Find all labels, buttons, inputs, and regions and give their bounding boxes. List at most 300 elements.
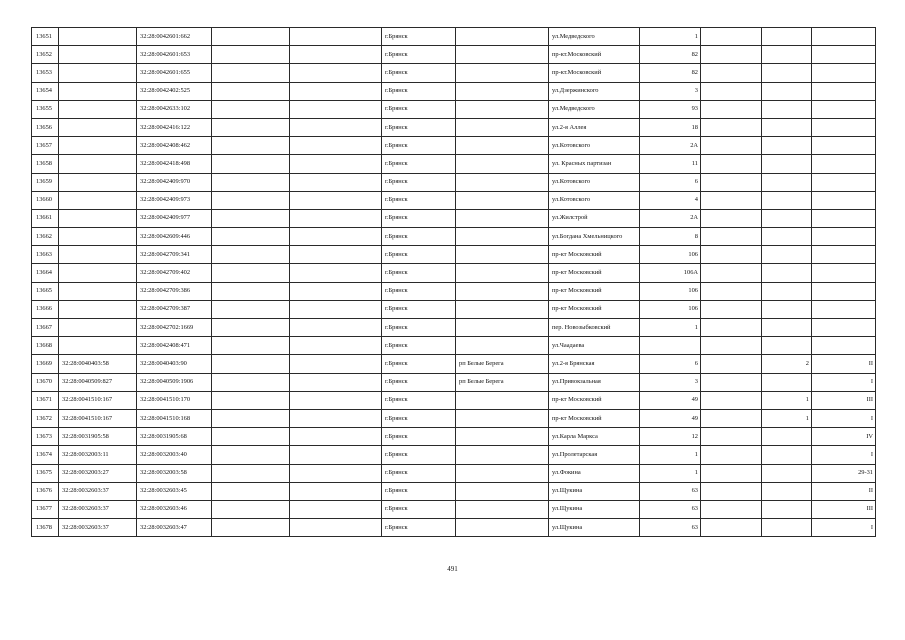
cadastral-number-cell: 32:28:0042709:387: [137, 300, 212, 318]
table-row: [32, 355, 876, 373]
city-cell: г.Брянск: [382, 446, 456, 464]
street-cell: ул.Жилстрой: [549, 209, 640, 227]
settlement-cell: [456, 46, 549, 64]
blank-cell-cell: [701, 46, 762, 64]
settlement-cell: [456, 246, 549, 264]
blank-cell-cell: [290, 446, 382, 464]
settlement-cell: [456, 100, 549, 118]
city-cell: г.Брянск: [382, 191, 456, 209]
blank-cell-cell: [212, 428, 290, 446]
street-cell: ул.Медведского: [549, 100, 640, 118]
street-cell: ул.Щукина: [549, 482, 640, 500]
city-cell: г.Брянск: [382, 409, 456, 427]
record-number-cell: 13654: [32, 82, 59, 100]
city-cell: г.Брянск: [382, 282, 456, 300]
table-row: [32, 228, 876, 246]
parent-cadastral-number-cell: [59, 46, 137, 64]
apartment-cell: [812, 64, 876, 82]
settlement-cell: [456, 428, 549, 446]
cadastral-number-cell: 32:28:0042402:525: [137, 82, 212, 100]
table-row: [32, 64, 876, 82]
house-number-cell: 4: [640, 191, 701, 209]
blank-cell-cell: [290, 155, 382, 173]
parent-cadastral-number-cell: [59, 337, 137, 355]
settlement-cell: [456, 300, 549, 318]
parent-cadastral-number-cell: [59, 319, 137, 337]
street-cell: пр-кт.Московский: [549, 46, 640, 64]
parent-cadastral-number-cell: [59, 82, 137, 100]
blank-cell-cell: [290, 464, 382, 482]
blank-cell-cell: [212, 373, 290, 391]
table-row: [32, 191, 876, 209]
city-cell: г.Брянск: [382, 228, 456, 246]
table-row: [32, 46, 876, 64]
blank-cell-cell: [701, 82, 762, 100]
building-number-cell: [762, 173, 812, 191]
blank-cell-cell: [212, 64, 290, 82]
city-cell: г.Брянск: [382, 391, 456, 409]
page-number: 491: [447, 565, 458, 573]
blank-cell-cell: [212, 519, 290, 537]
blank-cell-cell: [701, 446, 762, 464]
cadastral-number-cell: 32:28:0041510:170: [137, 391, 212, 409]
table-row: [32, 264, 876, 282]
house-number-cell: 2А: [640, 137, 701, 155]
cadastral-number-cell: 32:28:0042408:471: [137, 337, 212, 355]
cadastral-number-cell: 32:28:0042633:102: [137, 100, 212, 118]
city-cell: г.Брянск: [382, 428, 456, 446]
record-number-cell: 13668: [32, 337, 59, 355]
record-number-cell: 13669: [32, 355, 59, 373]
blank-cell-cell: [212, 246, 290, 264]
building-number-cell: [762, 100, 812, 118]
blank-cell-cell: [212, 409, 290, 427]
parent-cadastral-number-cell: [59, 300, 137, 318]
settlement-cell: рп Белые Берега: [456, 355, 549, 373]
blank-cell-cell: [212, 337, 290, 355]
table-row: [32, 28, 876, 46]
blank-cell-cell: [701, 264, 762, 282]
record-number-cell: 13665: [32, 282, 59, 300]
house-number-cell: 12: [640, 428, 701, 446]
parent-cadastral-number-cell: 32:28:0040403:58: [59, 355, 137, 373]
building-number-cell: [762, 337, 812, 355]
record-number-cell: 13674: [32, 446, 59, 464]
city-cell: г.Брянск: [382, 155, 456, 173]
blank-cell-cell: [290, 391, 382, 409]
city-cell: г.Брянск: [382, 319, 456, 337]
parent-cadastral-number-cell: [59, 100, 137, 118]
city-cell: г.Брянск: [382, 82, 456, 100]
street-cell: ул.Фокина: [549, 464, 640, 482]
cadastral-number-cell: 32:28:0040509:1906: [137, 373, 212, 391]
city-cell: г.Брянск: [382, 46, 456, 64]
blank-cell-cell: [701, 64, 762, 82]
settlement-cell: [456, 500, 549, 518]
settlement-cell: рп Белые Берега: [456, 373, 549, 391]
blank-cell-cell: [701, 428, 762, 446]
settlement-cell: [456, 209, 549, 227]
blank-cell-cell: [212, 82, 290, 100]
blank-cell-cell: [212, 391, 290, 409]
building-number-cell: 1: [762, 391, 812, 409]
city-cell: г.Брянск: [382, 500, 456, 518]
blank-cell-cell: [701, 246, 762, 264]
cadastral-number-cell: 32:28:0042601:662: [137, 28, 212, 46]
street-cell: пр-кт.Московский: [549, 64, 640, 82]
record-number-cell: 13670: [32, 373, 59, 391]
house-number-cell: 82: [640, 46, 701, 64]
blank-cell-cell: [290, 264, 382, 282]
table-row: [32, 82, 876, 100]
city-cell: г.Брянск: [382, 300, 456, 318]
building-number-cell: [762, 282, 812, 300]
record-number-cell: 13652: [32, 46, 59, 64]
house-number-cell: 8: [640, 228, 701, 246]
building-number-cell: [762, 464, 812, 482]
blank-cell-cell: [212, 464, 290, 482]
building-number-cell: [762, 246, 812, 264]
blank-cell-cell: [701, 337, 762, 355]
blank-cell-cell: [290, 519, 382, 537]
blank-cell-cell: [290, 282, 382, 300]
blank-cell-cell: [212, 118, 290, 136]
cadastral-number-cell: 32:28:0042418:498: [137, 155, 212, 173]
street-cell: ул.Дзержинского: [549, 82, 640, 100]
record-number-cell: 13658: [32, 155, 59, 173]
blank-cell-cell: [212, 264, 290, 282]
blank-cell-cell: [701, 355, 762, 373]
cadastral-number-cell: 32:28:0042601:655: [137, 64, 212, 82]
building-number-cell: [762, 155, 812, 173]
building-number-cell: [762, 228, 812, 246]
apartment-cell: [812, 282, 876, 300]
parent-cadastral-number-cell: 32:28:0040509:827: [59, 373, 137, 391]
blank-cell-cell: [701, 137, 762, 155]
settlement-cell: [456, 82, 549, 100]
blank-cell-cell: [701, 209, 762, 227]
blank-cell-cell: [701, 228, 762, 246]
cadastral-number-cell: 32:28:0042409:973: [137, 191, 212, 209]
building-number-cell: [762, 118, 812, 136]
house-number-cell: 18: [640, 118, 701, 136]
apartment-cell: [812, 137, 876, 155]
house-number-cell: 3: [640, 373, 701, 391]
apartment-cell: [812, 264, 876, 282]
house-number-cell: 1: [640, 446, 701, 464]
blank-cell-cell: [701, 409, 762, 427]
settlement-cell: [456, 391, 549, 409]
blank-cell-cell: [290, 482, 382, 500]
street-cell: ул.Чаадаева: [549, 337, 640, 355]
building-number-cell: [762, 500, 812, 518]
parent-cadastral-number-cell: [59, 264, 137, 282]
building-number-cell: [762, 519, 812, 537]
table-row: [32, 373, 876, 391]
blank-cell-cell: [290, 191, 382, 209]
house-number-cell: 82: [640, 64, 701, 82]
house-number-cell: 106А: [640, 264, 701, 282]
blank-cell-cell: [212, 155, 290, 173]
house-number-cell: 1: [640, 28, 701, 46]
record-number-cell: 13655: [32, 100, 59, 118]
blank-cell-cell: [290, 46, 382, 64]
house-number-cell: 3: [640, 82, 701, 100]
parent-cadastral-number-cell: [59, 209, 137, 227]
building-number-cell: [762, 46, 812, 64]
house-number-cell: 106: [640, 282, 701, 300]
table-row: [32, 155, 876, 173]
cadastral-number-cell: 32:28:0031905:68: [137, 428, 212, 446]
blank-cell-cell: [212, 282, 290, 300]
house-number-cell: 2А: [640, 209, 701, 227]
house-number-cell: 63: [640, 519, 701, 537]
building-number-cell: [762, 137, 812, 155]
blank-cell-cell: [701, 519, 762, 537]
parent-cadastral-number-cell: [59, 191, 137, 209]
building-number-cell: [762, 446, 812, 464]
apartment-cell: [812, 173, 876, 191]
street-cell: ул. Красных партизан: [549, 155, 640, 173]
blank-cell-cell: [290, 209, 382, 227]
blank-cell-cell: [290, 300, 382, 318]
blank-cell-cell: [212, 446, 290, 464]
parent-cadastral-number-cell: 32:28:0031905:58: [59, 428, 137, 446]
building-number-cell: 1: [762, 409, 812, 427]
street-cell: пр-кт Московский: [549, 282, 640, 300]
city-cell: г.Брянск: [382, 118, 456, 136]
blank-cell-cell: [212, 228, 290, 246]
building-number-cell: [762, 191, 812, 209]
apartment-cell: [812, 155, 876, 173]
parent-cadastral-number-cell: 32:28:0032003:27: [59, 464, 137, 482]
street-cell: пер. Новозыбковский: [549, 319, 640, 337]
cadastral-number-cell: 32:28:0042709:341: [137, 246, 212, 264]
city-cell: г.Брянск: [382, 246, 456, 264]
record-number-cell: 13671: [32, 391, 59, 409]
city-cell: г.Брянск: [382, 337, 456, 355]
record-number-cell: 13672: [32, 409, 59, 427]
apartment-cell: IV: [812, 428, 876, 446]
parent-cadastral-number-cell: [59, 28, 137, 46]
apartment-cell: [812, 319, 876, 337]
parent-cadastral-number-cell: [59, 64, 137, 82]
blank-cell-cell: [701, 373, 762, 391]
record-number-cell: 13651: [32, 28, 59, 46]
blank-cell-cell: [290, 64, 382, 82]
record-number-cell: 13673: [32, 428, 59, 446]
building-number-cell: [762, 300, 812, 318]
building-number-cell: 2: [762, 355, 812, 373]
house-number-cell: 1: [640, 319, 701, 337]
record-number-cell: 13660: [32, 191, 59, 209]
table-row: [32, 409, 876, 427]
apartment-cell: [812, 82, 876, 100]
parent-cadastral-number-cell: 32:28:0032603:37: [59, 500, 137, 518]
house-number-cell: 49: [640, 409, 701, 427]
table-row: [32, 337, 876, 355]
building-number-cell: [762, 373, 812, 391]
blank-cell-cell: [290, 246, 382, 264]
record-number-cell: 13676: [32, 482, 59, 500]
apartment-cell: 29-31: [812, 464, 876, 482]
house-number-cell: [640, 337, 701, 355]
table-row: [32, 282, 876, 300]
register-sheet: [31, 27, 875, 537]
settlement-cell: [456, 228, 549, 246]
blank-cell-cell: [290, 173, 382, 191]
apartment-cell: II: [812, 355, 876, 373]
blank-cell-cell: [212, 300, 290, 318]
apartment-cell: I: [812, 446, 876, 464]
blank-cell-cell: [701, 155, 762, 173]
blank-cell-cell: [290, 137, 382, 155]
blank-cell-cell: [701, 28, 762, 46]
city-cell: г.Брянск: [382, 100, 456, 118]
blank-cell-cell: [290, 428, 382, 446]
record-number-cell: 13653: [32, 64, 59, 82]
table-row: [32, 500, 876, 518]
blank-cell-cell: [290, 409, 382, 427]
blank-cell-cell: [701, 191, 762, 209]
table-row: [32, 173, 876, 191]
house-number-cell: 49: [640, 391, 701, 409]
table-row: [32, 300, 876, 318]
house-number-cell: 63: [640, 500, 701, 518]
settlement-cell: [456, 482, 549, 500]
street-cell: пр-кт Московский: [549, 409, 640, 427]
record-number-cell: 13678: [32, 519, 59, 537]
city-cell: г.Брянск: [382, 264, 456, 282]
apartment-cell: [812, 228, 876, 246]
street-cell: ул.Котовского: [549, 191, 640, 209]
record-number-cell: 13659: [32, 173, 59, 191]
parent-cadastral-number-cell: 32:28:0041510:167: [59, 391, 137, 409]
apartment-cell: [812, 118, 876, 136]
settlement-cell: [456, 118, 549, 136]
settlement-cell: [456, 519, 549, 537]
settlement-cell: [456, 137, 549, 155]
settlement-cell: [456, 264, 549, 282]
record-number-cell: 13656: [32, 118, 59, 136]
blank-cell-cell: [701, 319, 762, 337]
parent-cadastral-number-cell: 32:28:0041510:167: [59, 409, 137, 427]
house-number-cell: 6: [640, 355, 701, 373]
blank-cell-cell: [290, 319, 382, 337]
street-cell: ул.Щукина: [549, 519, 640, 537]
table-row: [32, 246, 876, 264]
settlement-cell: [456, 337, 549, 355]
table-row: [32, 391, 876, 409]
street-cell: ул.Привокзальная: [549, 373, 640, 391]
cadastral-number-cell: 32:28:0042601:653: [137, 46, 212, 64]
parent-cadastral-number-cell: [59, 173, 137, 191]
cadastral-number-cell: 32:28:0042709:386: [137, 282, 212, 300]
cadastral-number-cell: 32:28:0042409:977: [137, 209, 212, 227]
parent-cadastral-number-cell: [59, 282, 137, 300]
house-number-cell: 11: [640, 155, 701, 173]
building-number-cell: [762, 28, 812, 46]
city-cell: г.Брянск: [382, 173, 456, 191]
city-cell: г.Брянск: [382, 28, 456, 46]
blank-cell-cell: [701, 282, 762, 300]
record-number-cell: 13666: [32, 300, 59, 318]
city-cell: г.Брянск: [382, 482, 456, 500]
apartment-cell: [812, 46, 876, 64]
settlement-cell: [456, 282, 549, 300]
table-row: [32, 319, 876, 337]
apartment-cell: [812, 100, 876, 118]
street-cell: пр-кт Московский: [549, 264, 640, 282]
apartment-cell: I: [812, 409, 876, 427]
city-cell: г.Брянск: [382, 64, 456, 82]
parent-cadastral-number-cell: 32:28:0032603:37: [59, 482, 137, 500]
street-cell: ул.Щукина: [549, 500, 640, 518]
apartment-cell: II: [812, 482, 876, 500]
blank-cell-cell: [701, 482, 762, 500]
apartment-cell: [812, 28, 876, 46]
settlement-cell: [456, 409, 549, 427]
city-cell: г.Брянск: [382, 373, 456, 391]
parent-cadastral-number-cell: [59, 228, 137, 246]
parent-cadastral-number-cell: [59, 246, 137, 264]
blank-cell-cell: [212, 500, 290, 518]
cadastral-number-cell: 32:28:0042408:462: [137, 137, 212, 155]
cadastral-number-cell: 32:28:0032603:45: [137, 482, 212, 500]
record-number-cell: 13662: [32, 228, 59, 246]
blank-cell-cell: [212, 46, 290, 64]
settlement-cell: [456, 446, 549, 464]
record-number-cell: 13664: [32, 264, 59, 282]
building-number-cell: [762, 428, 812, 446]
table-row: [32, 482, 876, 500]
table-row: [32, 446, 876, 464]
street-cell: ул.Котовского: [549, 137, 640, 155]
building-number-cell: [762, 482, 812, 500]
blank-cell-cell: [290, 373, 382, 391]
blank-cell-cell: [290, 228, 382, 246]
cadastral-number-cell: 32:28:0032003:58: [137, 464, 212, 482]
street-cell: ул.Карла Маркса: [549, 428, 640, 446]
street-cell: ул.Пролетарская: [549, 446, 640, 464]
blank-cell-cell: [290, 337, 382, 355]
settlement-cell: [456, 155, 549, 173]
record-number-cell: 13675: [32, 464, 59, 482]
blank-cell-cell: [212, 191, 290, 209]
cadastral-number-cell: 32:28:0042416:122: [137, 118, 212, 136]
building-number-cell: [762, 82, 812, 100]
table-row: [32, 209, 876, 227]
blank-cell-cell: [212, 173, 290, 191]
settlement-cell: [456, 173, 549, 191]
table-row: [32, 100, 876, 118]
house-number-cell: 6: [640, 173, 701, 191]
blank-cell-cell: [701, 391, 762, 409]
cadastral-number-cell: 32:28:0040403:90: [137, 355, 212, 373]
cadastral-number-cell: 32:28:0042409:970: [137, 173, 212, 191]
blank-cell-cell: [290, 355, 382, 373]
record-number-cell: 13667: [32, 319, 59, 337]
apartment-cell: I: [812, 519, 876, 537]
cadastral-number-cell: 32:28:0041510:168: [137, 409, 212, 427]
blank-cell-cell: [290, 28, 382, 46]
parent-cadastral-number-cell: [59, 137, 137, 155]
settlement-cell: [456, 464, 549, 482]
house-number-cell: 63: [640, 482, 701, 500]
cadastral-number-cell: 32:28:0032603:47: [137, 519, 212, 537]
apartment-cell: I: [812, 373, 876, 391]
building-number-cell: [762, 64, 812, 82]
